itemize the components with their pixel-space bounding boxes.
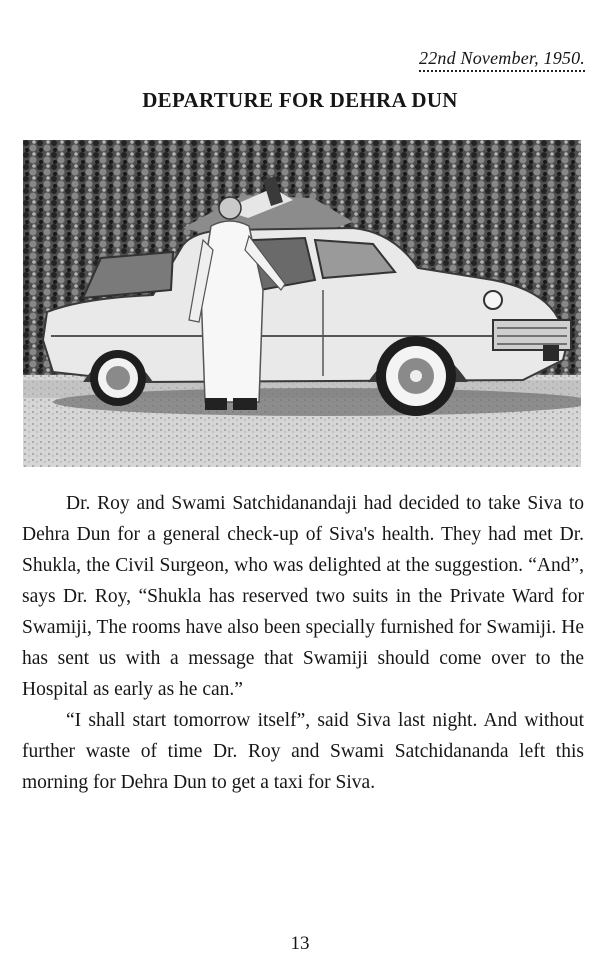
date-line: 22nd November, 1950. [419,48,585,72]
page-title: DEPARTURE FOR DEHRA DUN [142,88,458,112]
body-text [22,488,584,798]
paragraph: Dr. Roy and Swami Satchidanandaji had decided to take Siva to Dehra Dun for a general check-up of Siva's health. They had met Dr. Shukla, the Civil Surgeon, who was delighted at the suggestion. “And”, says Dr. Roy, “Shukla has reserved two suits in the Private Ward for Swamiji, The rooms have also been specially furnished for Swamiji. He has sent us with a message that Swamiji should come over to the Hospital as early as he can.” [22,493,584,700]
car-with-swami-photo [23,140,581,467]
page-number: 13 [290,933,310,954]
paragraph: “I shall start tomorrow itself”, said Siva last night. And without further waste of time Dr. Roy and Swami Satchidananda left this morning for Dehra Dun to get a taxi for Siva. [22,710,584,793]
